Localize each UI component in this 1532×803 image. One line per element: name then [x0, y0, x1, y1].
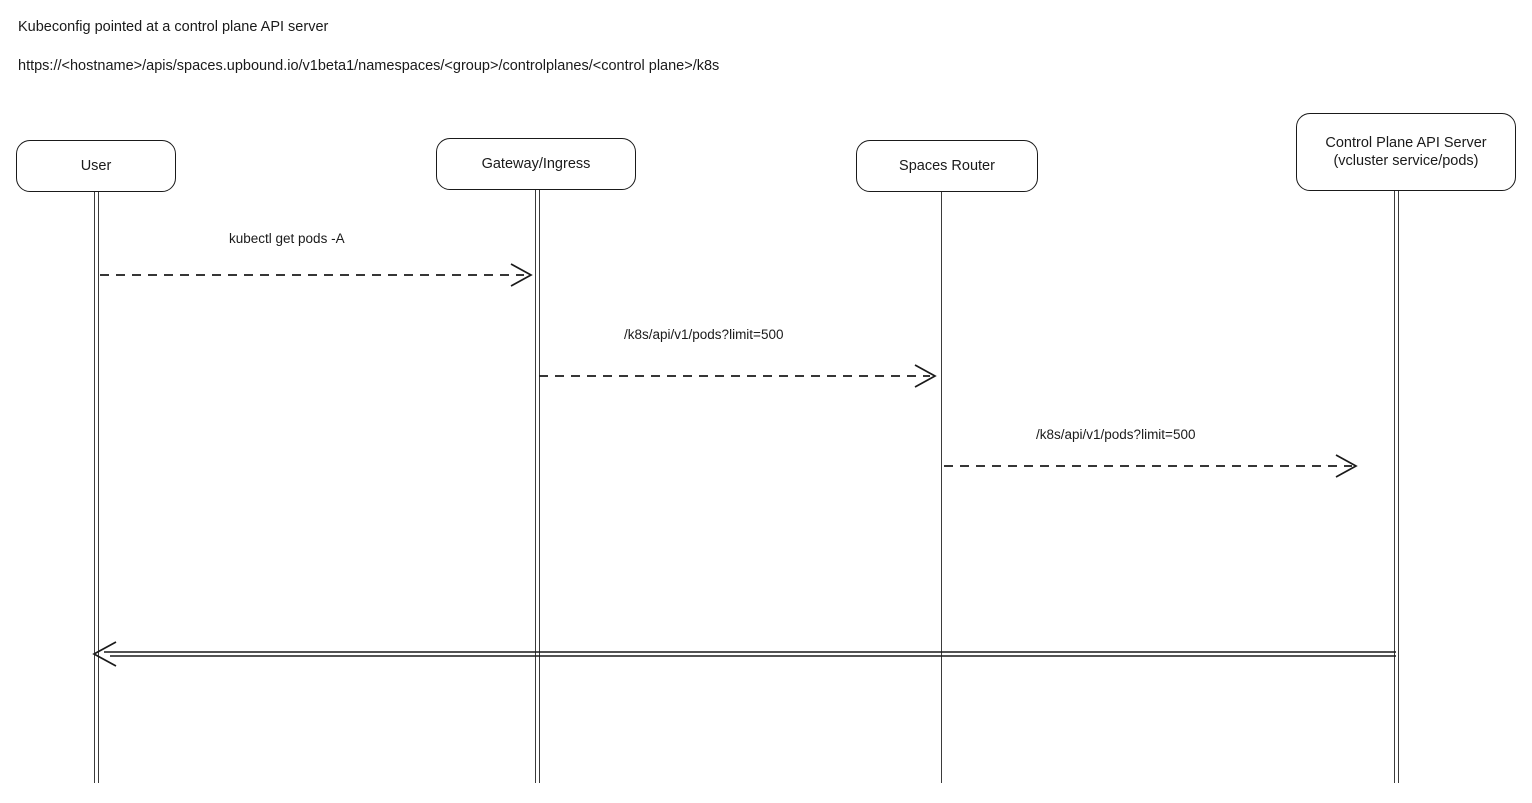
participant-control-plane-api-server-label: Control Plane API Server: [1325, 134, 1487, 151]
message-label-router-to-apiserver: /k8s/api/v1/pods?limit=500: [1036, 427, 1196, 442]
note-kubeconfig: Kubeconfig pointed at a control plane API server: [18, 19, 329, 35]
arrow-user-to-gateway: [100, 264, 531, 286]
arrow-api-server-to-user: [94, 642, 1396, 666]
participant-spaces-router-label: Spaces Router: [899, 157, 995, 174]
participant-control-plane-api-server-sublabel: (vcluster service/pods): [1333, 153, 1479, 169]
arrow-spaces-router-to-api-server: [944, 455, 1356, 477]
message-label-kubectl-get-pods: kubectl get pods -A: [229, 231, 345, 246]
participant-spaces-router[interactable]: [856, 140, 1038, 192]
participant-user[interactable]: [16, 140, 176, 192]
participant-user-label: User: [80, 157, 112, 174]
arrow-gateway-to-spaces-router: [539, 365, 935, 387]
participant-control-plane-api-server[interactable]: [1296, 113, 1516, 191]
participant-gateway-label: Gateway/Ingress: [481, 155, 591, 172]
message-label-gateway-to-router: /k8s/api/v1/pods?limit=500: [624, 327, 784, 342]
participant-gateway[interactable]: [436, 138, 636, 190]
note-endpoint-url: https://<hostname>/apis/spaces.upbound.io/v1beta1/namespaces/<group>/controlplanes/<control plane>/k8s: [18, 58, 720, 74]
